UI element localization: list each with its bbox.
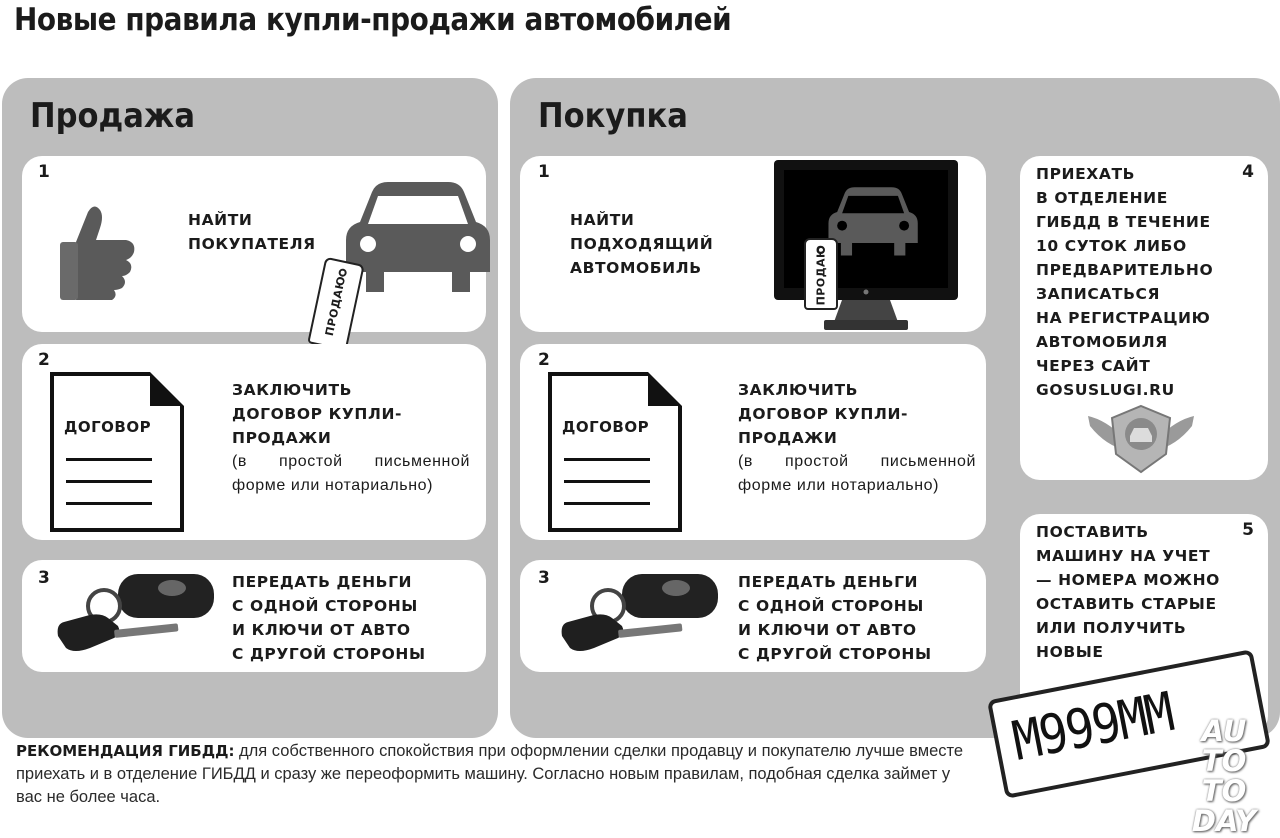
sell-step-3-text: ПЕРЕДАТЬ ДЕНЬГИ С ОДНОЙ СТОРОНЫ И КЛЮЧИ ОТ АВТО С ДРУГОЙ СТОРОНЫ [232,573,426,663]
buy-step-4-text: ПРИЕХАТЬ В ОТДЕЛЕНИЕ ГИБДД В ТЕЧЕНИЕ 10 СУТОК ЛИБО ПРЕДВАРИТЕЛЬНО ЗАПИСАТЬСЯ НА РЕГИСТРАЦИЮ АВТОМОБИЛЯ ЧЕРЕЗ САЙТ GOSUSLUGI.RU [1036,165,1214,399]
traffic-police-emblem-icon [1086,402,1196,476]
thumbs-up-icon [46,202,138,302]
step-number: 3 [38,568,50,588]
buy-panel [510,78,1280,738]
tag-label: ПРОДАЮ [322,274,349,337]
sell-heading: Продажа [30,96,196,136]
watermark-line: TO [1201,744,1247,778]
document-line [564,502,650,505]
document-line [66,502,152,505]
sell-step-2-card [22,344,486,540]
document-line [564,458,650,461]
step-number: 4 [1242,162,1254,182]
monitor-icon [772,156,960,334]
watermark-logo [1174,716,1274,836]
contract-document-icon [50,372,184,532]
sell-step-1-text: НАЙТИ ПОКУПАТЕЛЯ [188,211,316,253]
tag-label: ПРОДАЮ [814,244,828,306]
buy-heading: Покупка [538,96,688,136]
plate-number: М999ММ [1007,680,1178,773]
document-label: ДОГОВОР [64,418,152,436]
step-number: 2 [38,350,50,370]
sell-panel [2,78,498,738]
step-number: 1 [538,162,550,182]
buy-step-5-text: ПОСТАВИТЬ МАШИНУ НА УЧЕТ — НОМЕРА МОЖНО ОСТАВИТЬ СТАРЫЕ ИЛИ ПОЛУЧИТЬ НОВЫЕ [1036,523,1220,661]
buy-step-1-card [520,156,986,332]
step-number: 2 [538,350,550,370]
watermark-line: TO [1201,774,1247,808]
page-title: Новые правила купли-продажи автомобилей [14,2,732,38]
step-number: 5 [1242,520,1254,540]
buy-step-3-card [520,560,986,672]
car-icon [342,180,494,298]
document-line [66,480,152,483]
contract-document-icon [548,372,682,532]
footer-lead: РЕКОМЕНДАЦИЯ ГИБДД: [16,742,235,760]
sell-step-2-note: (в простой письменной форме или нотариально) [232,453,470,494]
document-line [66,458,152,461]
document-line [564,480,650,483]
car-keys-icon [42,564,222,660]
sell-step-3-card [22,560,486,672]
document-fold [150,372,184,406]
car-keys-icon [546,564,726,660]
watermark-line: AU [1201,714,1247,748]
buy-step-1-text: НАЙТИ ПОДХОДЯЩИЙ АВТОМОБИЛЬ [570,211,714,277]
for-sale-tag [804,238,838,310]
document-fold [648,372,682,406]
footer-text: для собственного спокойствия при оформлении сделки продавцу и покупателю лучше вместе приехать и в отделение ГИБДД и сразу же переоформить машину. Согласно новым правилам, подобная сделка займет у вас не более часа. [16,742,964,806]
buy-step-2-text: ЗАКЛЮЧИТЬ ДОГОВОР КУПЛИ- ПРОДАЖИ [738,381,909,447]
buy-step-2-card [520,344,986,540]
footer-recommendation [16,740,976,809]
buy-step-3-text: ПЕРЕДАТЬ ДЕНЬГИ С ОДНОЙ СТОРОНЫ И КЛЮЧИ ОТ АВТО С ДРУГОЙ СТОРОНЫ [738,573,932,663]
sell-step-1-card [22,156,486,337]
for-sale-tag [307,257,364,351]
buy-step-2-note: (в простой письменной форме или нотариально) [738,453,976,494]
watermark-line: DAY [1191,804,1257,838]
buy-step-4-card [1020,156,1268,480]
document-label: ДОГОВОР [562,418,650,436]
step-number: 1 [38,162,50,182]
step-number: 3 [538,568,550,588]
sell-step-2-text: ЗАКЛЮЧИТЬ ДОГОВОР КУПЛИ- ПРОДАЖИ [232,381,403,447]
